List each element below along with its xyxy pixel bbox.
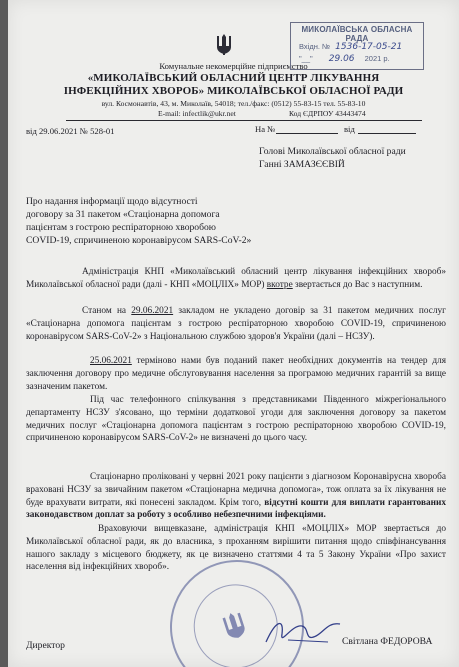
subject-line-4: COVID-19, спричиненою коронавірусом SARS-CoV-2» <box>26 235 252 246</box>
stamp-title: МИКОЛАЇВСЬКА ОБЛАСНА РАДА <box>301 25 413 43</box>
p2-text-b: закладом не укладено договір за 31 пакетом медичних послуг «Стаціонарна допомога пацієнтам з гострою респіраторною хворобою COVID-19, спричиненою коронавірусом SARS-CoV-2» з Національною службою здоров'я України (далі – НСЗУ). <box>26 306 446 342</box>
body-paragraph-3 <box>26 355 446 393</box>
p1-text-b: звертається до Вас з наступним. <box>292 279 423 290</box>
stamp-date-label: "__" <box>299 54 313 63</box>
org-edrpou: Код ЄДРПОУ 43443474 <box>289 109 366 118</box>
body-paragraph-1 <box>26 266 446 292</box>
org-email: E-mail: infectlik@ukr.net <box>158 109 236 118</box>
body-paragraph-4 <box>26 394 446 445</box>
letter-page <box>8 0 459 667</box>
subject-line-1: Про надання інформації щодо відсутності <box>26 196 198 207</box>
subject-line-3: пацієнтам з гострою респіраторною хворобою <box>26 222 216 233</box>
outgoing-date-number: від 29.06.2021 № 528-01 <box>26 126 115 136</box>
p5-bold-text: відсутні кошти для виплати гарантованих законодавством доплат за роботу з особливо небезпечними інфекціями. <box>26 497 446 521</box>
handwritten-signature-icon <box>258 612 348 652</box>
body-paragraph-5 <box>26 471 446 522</box>
stamp-in-number: 1536-17-05-21 <box>335 42 403 52</box>
trident-emblem-icon <box>214 33 234 57</box>
org-name-line1: «МИКОЛАЇВСЬКИЙ ОБЛАСНИЙ ЦЕНТР ЛІКУВАННЯ <box>87 72 380 84</box>
org-type: Комунальне некомерційне підприємство <box>159 61 308 71</box>
addressee-title: Голові Миколаївської обласної ради <box>259 146 406 157</box>
reply-date-blank <box>358 133 416 134</box>
incoming-registration-stamp <box>290 22 424 70</box>
reply-to-number-label: На № <box>255 124 276 134</box>
p4-text: Під час телефонного спілкування з представниками Південного міжрегіонального департаменту НСЗУ з'ясовано, що терміни додаткової угоди для заключення договору за пакетом медичних послуг «Стаціонарна допомога пацієнтам з гострою респіраторною хворобою COVID-19, спричиненою коронавірусом SARS-CoV-2» не визначені до цього часу. <box>26 395 446 444</box>
stamp-date-row <box>299 54 390 64</box>
org-name-line2: ІНФЕКЦІЙНИХ ХВОРОБ» МИКОЛАЇВСЬКОЇ ОБЛАСНОЇ РАДИ <box>63 85 404 97</box>
reply-date-label: від <box>344 124 355 134</box>
subject-line-2: договору за 31 пакетом «Стаціонарна допомога <box>26 209 220 220</box>
p1-text-a: Адміністрація КНП «Миколаївський обласний центр лікування інфекційних хвороб» Миколаївської обласної ради (далі - КНП «МОЦЛІХ» МОР) <box>26 267 446 290</box>
p6-text: Враховуючи вищевказане, адміністрація КНП «МОЦЛІХ» МОР звертається до Миколаївської обласної ради, як до власника, з проханням вирішити питання щодо співфінансування нашого закладу з місцевого бюджету, як це визначено статтями 4 та 5 Закону України «Про захист населення від інфекційних хвороб». <box>26 524 446 573</box>
stamp-incoming-row <box>299 42 402 52</box>
org-address: вул. Космонавтів, 43, м. Миколаїв, 54018; тел./факс: (0512) 55-83-15 тел. 55-83-10 <box>101 99 366 108</box>
stamp-year: 2021 р. <box>364 54 390 63</box>
p5-text: Стаціонарно проліковані у червні 2021 року пацієнти з діагнозом Коронавірусна хвороба враховані НСЗУ за звичайним пакетом «Стаціонарна медична допомога», тож оплата за їх лікування не буде врахувати витрати, які понесені закладом. Крім того, <box>26 472 446 508</box>
stamp-in-label: Вхідн. № <box>299 42 331 51</box>
body-paragraph-2 <box>26 305 446 343</box>
addressee-name: Ганні ЗАМАЗЄЄВІЙ <box>259 159 345 170</box>
p1-underlined: вкотре <box>266 279 293 290</box>
signatory-role: Директор <box>26 640 65 651</box>
signatory-name: Світлана ФЕДОРОВА <box>342 636 433 647</box>
stamp-date-value: 29.06 <box>328 54 355 64</box>
header-divider <box>66 120 422 121</box>
p3-text: терміново нами був поданий пакет необхідних документів на тендер для заключення договору про медичне обслуговування населення за програмою медичних гарантій за вище зазначеним пакетом. <box>26 356 446 392</box>
p2-text-a: Станом на <box>82 306 132 316</box>
reply-number-blank <box>276 133 338 134</box>
p2-underlined-date: 29.06.2021 <box>131 306 174 316</box>
p3-underlined-date: 25.06.2021 <box>90 356 132 366</box>
